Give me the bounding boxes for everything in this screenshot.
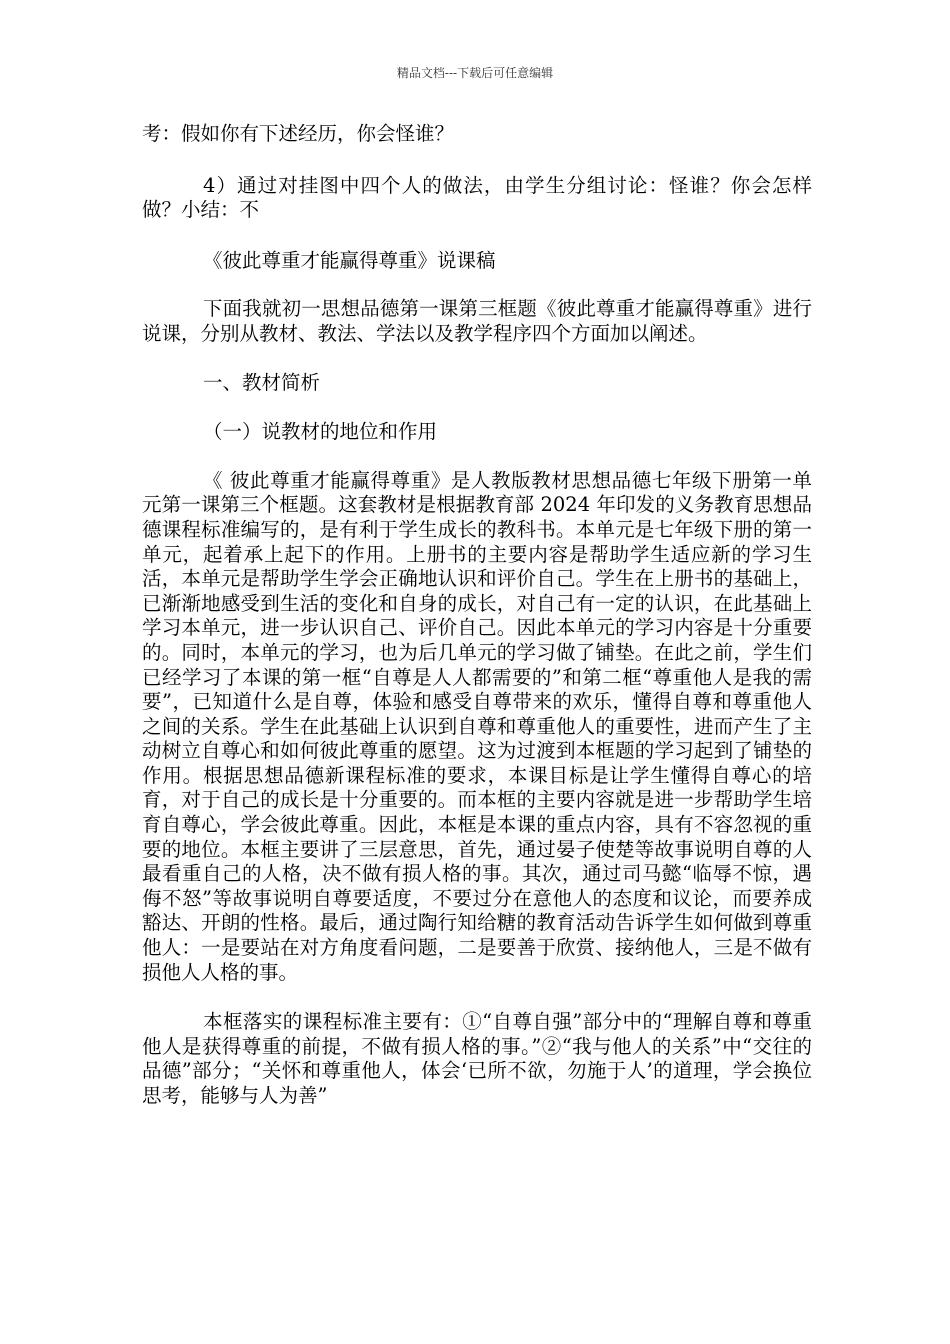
document-body (142, 122, 812, 1109)
page-header: 精品文档---下载后可任意编辑 (396, 66, 554, 80)
heading-textbook-analysis: 一、教材简析 (203, 370, 321, 394)
paragraph-lecture-title: 《彼此尊重才能赢得尊重》说课稿 (203, 248, 496, 272)
paragraph-curriculum-standards: 本框落实的课程标准主要有：①“自尊自强”部分中的“理解自尊和尊重他人是获得尊重的前提，不做有损人格的事。”②“我与他人的关系”中“交往的品德”部分；“关怀和尊重他人，体会‘已所不欲，勿施于人’的道理，学会换位思考，能够与人为善” (142, 1010, 812, 1107)
paragraph-question-intro: 考：假如你有下述经历，你会怪谁？ (142, 122, 455, 145)
subheading-textbook-position: （一）说教材的地位和作用 (203, 420, 438, 444)
paragraph-group-discussion: 4）通过对挂图中四个人的做法，由学生分组讨论：怪谁？你会怎样做？小结：不 (142, 173, 812, 222)
paragraph-textbook-position-body: 《 彼此尊重才能赢得尊重》是人教版教材思想品德七年级下册第一单元第一课第三个框题。这套教材是根据教育部 2024 年印发的义务教育思想品德课程标准编写的，是有利于学生成长的教科书。本单元是七年级下册的第一单元，起着承上起下的作用。上册书的主要内容是帮助学生适应新的学习生活，本单元是帮助学生学会正确地认识和评价自己。学生在上册书的基础上，已渐渐地感受到生活的变化和自身的成长，对自己有一定的认识，在此基础上学习本单元，进一步认识自己、评价自己。因此本单元的学习内容是十分重要的。同时，本单元的学习，也为后几单元的学习做了铺垫。在此之前，学生们已经学习了本课的第一框“自尊是人人都需要的”和第二框“尊重他人是我的需要”，已知道什么是自尊，体验和感受自尊带来的欢乐，懂得自尊和尊重他人之间的关系。学生在此基础上认识到自尊和尊重他人的重要性，进而产生了主动树立自尊心和如何彼此尊重的愿望。这为过渡到本框题的学习起到了铺垫的作用。根据思想品德新课程标准的要求，本课目标是让学生懂得自尊心的培育，对于自己的成长是十分重要的。而本框的主要内容就是进一步帮助学生培育自尊心，学会彼此尊重。因此，本框是本课的重点内容，具有不容忽视的重要的地位。本框主要讲了三层意思，首先，通过晏子使楚等故事说明自尊的人最看重自己的人格，决不做有损人格的事。其次，通过司马懿“临辱不惊，遇侮不怒”等故事说明自尊要适度，不要过分在意他人的态度和议论，而要养成豁达、开朗的性格。最后，通过陶行知给糖的教育活动告诉学生如何做到尊重他人：一是要站在对方角度看问题，二是要善于欣赏、接纳他人，三是不做有损他人人格的事。 (142, 468, 812, 984)
paragraph-introduction: 下面我就初一思想品德第一课第三框题《彼此尊重才能赢得尊重》进行说课，分别从教材、教法、学法以及教学程序四个方面加以阐述。 (142, 297, 812, 345)
